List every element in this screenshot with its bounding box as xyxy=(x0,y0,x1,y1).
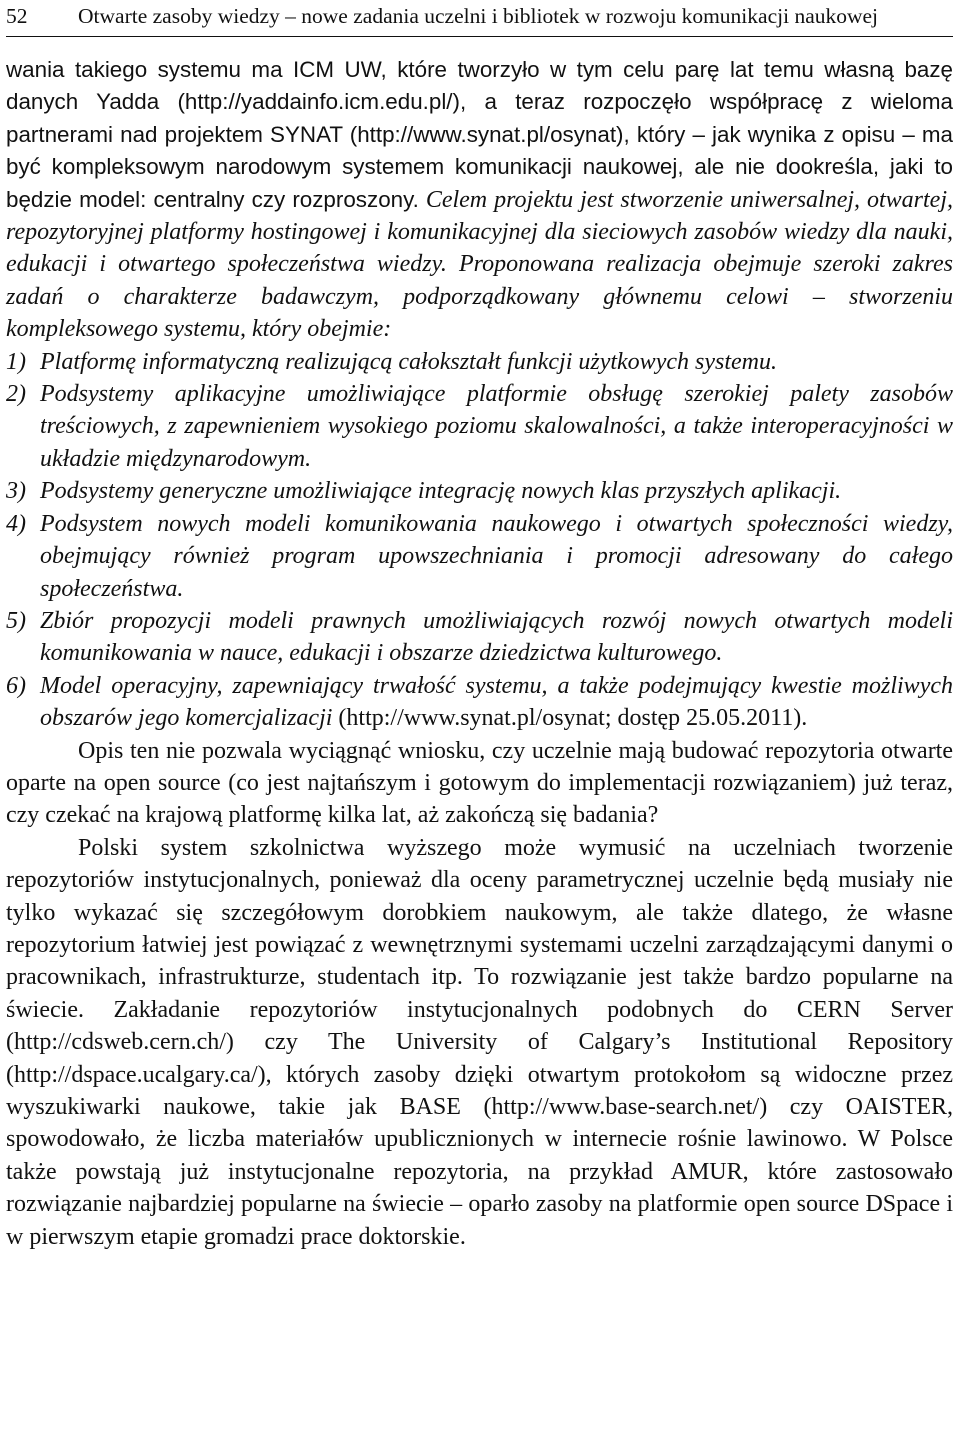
list-item xyxy=(6,378,953,475)
list-item-number: 1) xyxy=(6,348,26,375)
list-item-number: 2) xyxy=(6,381,26,408)
list-item-number: 3) xyxy=(6,478,26,505)
list-item-number: 6) xyxy=(6,672,26,699)
paragraph-polski-system: Polski system szkolnictwa wyższego może wymusić na uczelniach tworzenie repozytoriów instytucjonalnych, ponieważ dla oceny parametrycznej uczelnie będą musiały nie tylko wykazać się szczegółowym dorobkiem naukowym, ale także dlatego, że własne repozytorium łatwiej jest powiązać z wewnętrznymi systemami uczelni zarządzającymi danymi o pracownikach, infrastrukturze, studentach itp. To rozwiązanie jest także bardzo popularne na świecie. Zakładanie repozytoriów instytucjonalnych podobnych do CERN Server (http://cdsweb.cern.ch/) czy The University of Calgary’s Institutional Repository (http://dspace.ucalgary.ca/), których zasoby dzięki otwartym protokołom są widoczne przez wyszukiwarki naukowe, takie jak BASE (http://www.base-search.net/) czy OAISTER, spowodowało, że liczba materiałów upublicznionych w internecie rośnie lawinowo. W Polsce także powstają już instytucjonalne repozytoria, na przykład AMUR, które zastosowało rozwiązanie najbardziej popularne na świecie – oparło zasoby na platformie open source DSpace i w pierwszym etapie gromadzi prace doktorskie. xyxy=(6,834,953,1250)
paragraph-synat xyxy=(6,54,953,346)
body-text xyxy=(6,54,953,1253)
list-item-text: Podsystemy generyczne umożliwiające integrację nowych klas przyszłych aplikacji. xyxy=(40,478,842,505)
list-item-text: Podsystem nowych modeli komunikowania naukowego i otwartych społeczności wiedzy, obejmujący również program upowszechniania i promocji adresowany do całego społeczeństwa. xyxy=(40,510,953,602)
list-item xyxy=(6,605,953,670)
list-item-number: 4) xyxy=(6,510,26,537)
list-item-text: Model operacyjny, zapewniający trwałość systemu, a także podejmujący kwestie możliwych obszarów jego komercjalizacji xyxy=(40,672,953,732)
list-item xyxy=(6,508,953,605)
paragraph-opis: Opis ten nie pozwala wyciągnąć wniosku, czy uczelnie mają budować repozytoria otwarte oparte na open source (co jest najtańszym i gotowym do implementacji rozwiązaniem) już teraz, czy czekać na krajową platformę kilka lat, aż zakończą się badania? xyxy=(6,737,953,829)
page-number: 52 xyxy=(6,4,28,28)
list-item-text: Platformę informatyczną realizującą całokształt funkcji użytkowych systemu. xyxy=(40,348,777,375)
list-item-text: Podsystemy aplikacyjne umożliwiające platformie obsługę szerokiej palety zasobów treściowych, z zapewnieniem wysokiego poziomu skalowalności, a także interoperacyjności w układzie międzynarodowym. xyxy=(40,381,953,472)
running-header xyxy=(6,0,953,37)
list-item-text: Zbiór propozycji modeli prawnych umożliwiających rozwój nowych otwartych modeli komunikowania w nauce, edukacji i obszarze dziedzictwa kulturowego. xyxy=(40,607,953,667)
list-item xyxy=(6,670,953,735)
project-components-list xyxy=(6,346,953,735)
list-item xyxy=(6,475,953,507)
paragraph-synat-intro: wania takiego systemu ma ICM UW, które tworzyło w tym celu parę lat temu własną bazę danych Yadda (http://yaddainfo.icm.edu.pl/), a teraz rozpoczęło współpracę z wieloma partnerami nad projektem SYNAT (http://www.synat.pl/osynat), który – jak wynika z opisu – ma być kompleksowym narodowym systemem komunikacji naukowej, ale nie dookreśla, jaki to będzie model: centralny czy rozproszony. xyxy=(6,57,953,212)
list-item-number: 5) xyxy=(6,607,26,634)
running-title: Otwarte zasoby wiedzy – nowe zadania uczelni i bibliotek w rozwoju komunikacji naukowej xyxy=(78,4,879,28)
list-item-source: (http://www.synat.pl/osynat; dostęp 25.05.2011). xyxy=(332,705,808,732)
paragraph-synat-quote: Celem projektu jest stworzenie uniwersalnej, otwartej, repozytoryjnej platformy hostingowej i komunikacyjnej dla sieciowych zasobów wiedzy dla nauki, edukacji i otwartego społeczeństwa wiedzy. Proponowana realizacja obejmuje szeroki zakres zadań o charakterze badawczym, podporządkowany głównemu celowi – stworzeniu kompleksowego systemu, który obejmie: xyxy=(6,186,953,343)
list-item xyxy=(6,346,953,378)
